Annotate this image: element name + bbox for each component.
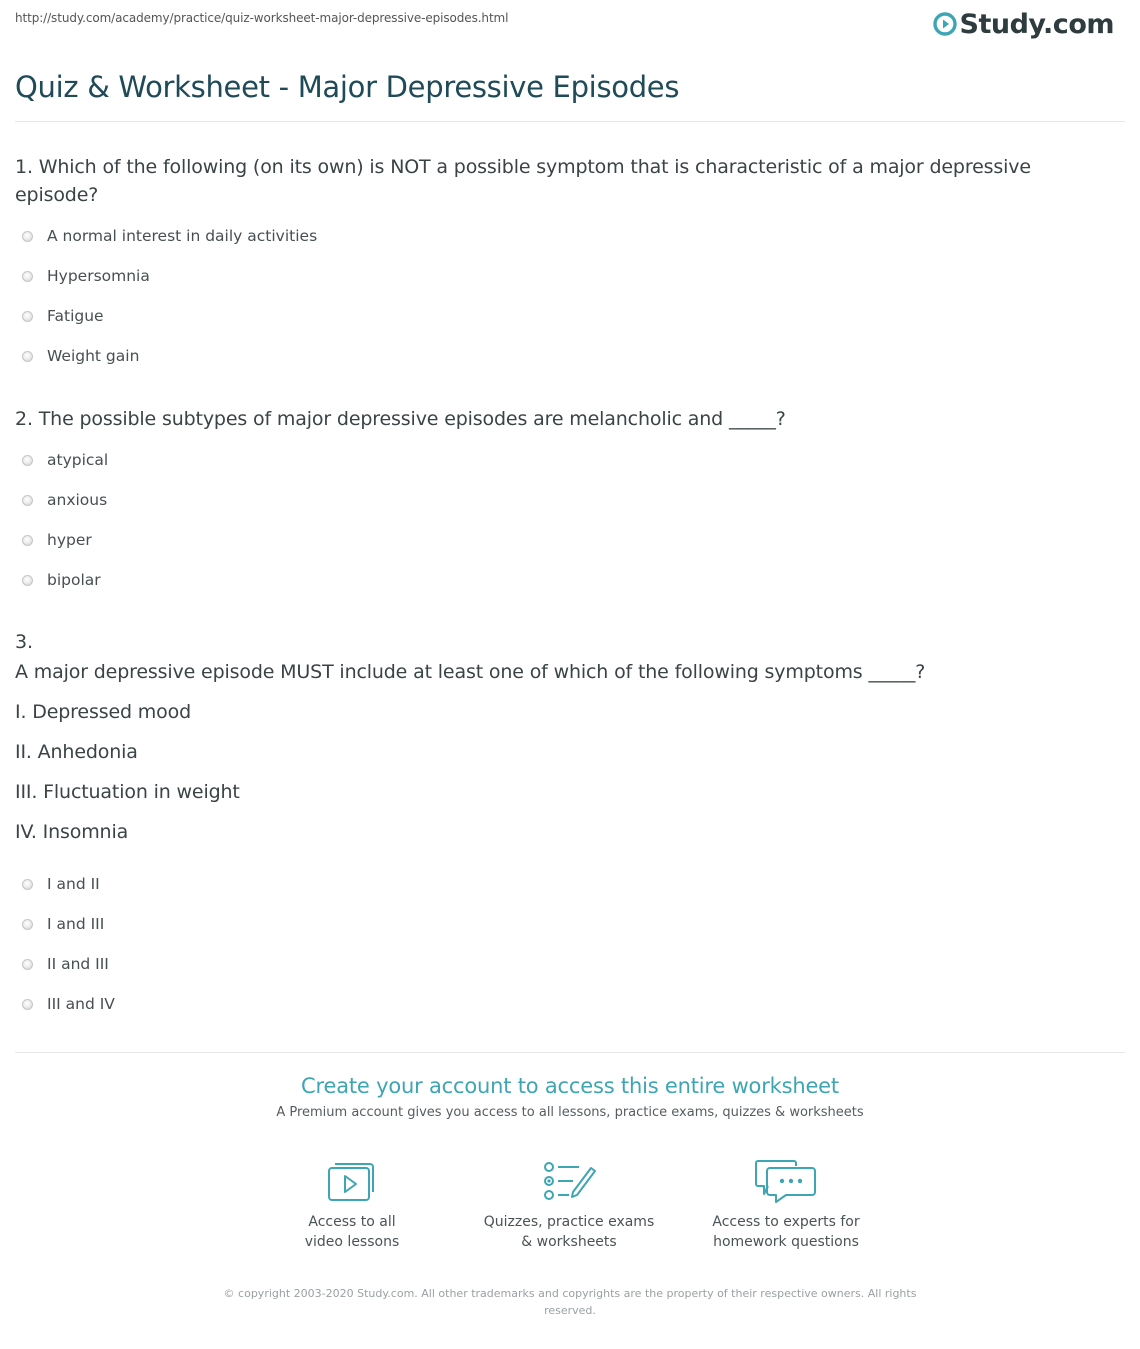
answer-label: III and IV bbox=[47, 995, 115, 1013]
feature-video-lessons bbox=[252, 1158, 452, 1252]
question-3-statement: IV. Insomnia bbox=[15, 821, 129, 843]
feature-label: & worksheets bbox=[521, 1234, 617, 1250]
question-3-statement: III. Fluctuation in weight bbox=[15, 781, 240, 803]
answer-option[interactable] bbox=[22, 874, 100, 894]
answer-option[interactable] bbox=[22, 306, 104, 326]
radio-button[interactable] bbox=[22, 351, 33, 362]
copyright bbox=[210, 1285, 930, 1319]
answer-option[interactable] bbox=[22, 226, 317, 246]
answer-label: Fatigue bbox=[47, 307, 104, 325]
answer-label: Hypersomnia bbox=[47, 267, 150, 285]
answer-option[interactable] bbox=[22, 450, 108, 470]
create-account-link[interactable]: Create your account to access this entire worksheet bbox=[301, 1074, 839, 1098]
divider bbox=[15, 121, 1125, 122]
answer-label: anxious bbox=[47, 491, 108, 509]
copyright-line: reserved. bbox=[544, 1304, 596, 1317]
answer-label: I and II bbox=[47, 875, 100, 893]
radio-button[interactable] bbox=[22, 455, 33, 466]
feature-label: Access to all bbox=[308, 1214, 396, 1230]
answer-label: atypical bbox=[47, 451, 109, 469]
feature-label: Quizzes, practice exams bbox=[483, 1214, 655, 1230]
page-title: Quiz & Worksheet - Major Depressive Episodes bbox=[15, 70, 680, 104]
radio-button[interactable] bbox=[22, 999, 33, 1010]
feature-label: homework questions bbox=[713, 1234, 859, 1250]
answer-option[interactable] bbox=[22, 954, 109, 974]
answer-option[interactable] bbox=[22, 266, 150, 286]
radio-button[interactable] bbox=[22, 231, 33, 242]
answer-label: bipolar bbox=[47, 571, 101, 589]
feature-experts bbox=[686, 1158, 886, 1252]
video-lessons-icon bbox=[326, 1158, 378, 1204]
radio-button[interactable] bbox=[22, 495, 33, 506]
radio-button[interactable] bbox=[22, 311, 33, 322]
question-1-text: 1. Which of the following (on its own) is NOT a possible symptom that is characteristic of a major depressive episode? bbox=[15, 156, 1031, 206]
cta-subtitle: A Premium account gives you access to all lessons, practice exams, quizzes & worksheets bbox=[276, 1105, 864, 1120]
question-3-number: 3. bbox=[15, 631, 33, 653]
question-3-text: A major depressive episode MUST include at least one of which of the following symptoms _____? bbox=[15, 661, 926, 683]
feature-quizzes bbox=[469, 1158, 669, 1252]
answer-option[interactable] bbox=[22, 570, 101, 590]
logo-text: Study.com bbox=[959, 8, 1114, 40]
radio-button[interactable] bbox=[22, 575, 33, 586]
answer-option[interactable] bbox=[22, 490, 107, 510]
feature-label: video lessons bbox=[304, 1234, 400, 1250]
radio-button[interactable] bbox=[22, 271, 33, 282]
answer-option[interactable] bbox=[22, 914, 104, 934]
question-3-statement: I. Depressed mood bbox=[15, 701, 192, 723]
answer-label: II and III bbox=[47, 955, 109, 973]
radio-button[interactable] bbox=[22, 879, 33, 890]
answer-label: Weight gain bbox=[47, 347, 140, 365]
answer-option[interactable] bbox=[22, 994, 115, 1014]
chat-bubbles-icon bbox=[754, 1158, 818, 1204]
divider bbox=[15, 1052, 1125, 1053]
answer-label: A normal interest in daily activities bbox=[47, 227, 318, 245]
answer-label: I and III bbox=[47, 915, 105, 933]
radio-button[interactable] bbox=[22, 535, 33, 546]
answer-option[interactable] bbox=[22, 346, 139, 366]
copyright-line: © copyright 2003-2020 Study.com. All other trademarks and copyrights are the property of their respective owners. All rights bbox=[223, 1287, 917, 1300]
radio-button[interactable] bbox=[22, 919, 33, 930]
question-3-statement: II. Anhedonia bbox=[15, 741, 138, 763]
quiz-checklist-icon bbox=[541, 1158, 597, 1204]
radio-button[interactable] bbox=[22, 959, 33, 970]
answer-option[interactable] bbox=[22, 530, 92, 550]
play-circle-icon bbox=[933, 12, 957, 36]
study-logo[interactable] bbox=[933, 7, 1114, 41]
question-2-text: 2. The possible subtypes of major depressive episodes are melancholic and _____? bbox=[15, 408, 786, 430]
page-url: http://study.com/academy/practice/quiz-worksheet-major-depressive-episodes.html bbox=[15, 11, 509, 25]
feature-label: Access to experts for bbox=[712, 1214, 860, 1230]
answer-label: hyper bbox=[47, 531, 92, 549]
